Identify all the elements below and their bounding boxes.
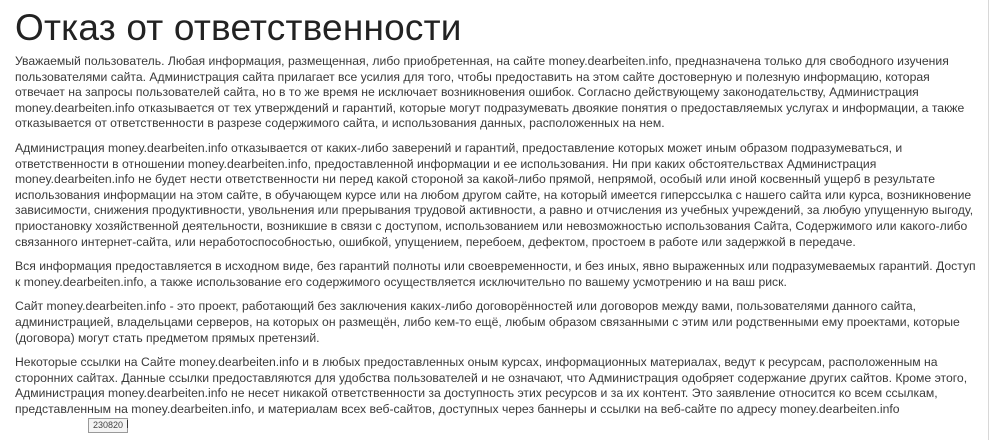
paragraph-project: Сайт money.dearbeiten.info - это проект, работающий без заключения каких-либо договорённостей или договоров между вами, пользователями данного сайта, администрацией, владельцами серверов, на которых он размещён, либо кем-то ещё, любым образом связанными с этим или родственными ему проектами, которые (договора) могут стать предметом прямых претензий.: [15, 299, 960, 345]
paragraph-intro: Уважаемый пользователь. Любая информация, размещенная, либо приобретенная, на сайте money.dearbeiten.info, предназначена только для свободного изучения пользователями сайта. Администрация сайта прилагает все усилия для того, чтобы предоставить на этом сайте достоверную и полезную информацию, которая отвечает на запросы пользователей сайта, но в то же время не исключает возникновения ошибок. Согласно действующему законодательству, Администрация money.dearbeiten.info отказывается от тех утверждений и гарантий, которые могут подразумевать двоякие понятия о предоставляемых услугах и информации, а также отказывается от ответственности в разрезе содержимого сайта, и использования данных, расположенных на нем.: [15, 54, 965, 131]
paragraph-links: Некоторые ссылки на Сайте money.dearbeiten.info и в любых предоставленных оным курсах, информационных материалах, ведут к ресурсам, расположенным на сторонних сайтах. Данные ссылки предоставляются для удобства пользователей и не означают, что Администрация одобряет содержание других сайтов. Кроме этого, Администрация money.dearbeiten.info не несет никакой ответственности за доступность этих ресурсов и за их контент. Это заявление относится ко всем ссылкам, представленным на money.dearbeiten.info, и материалам всех веб-сайтов, доступных через баннеры и ссылки на веб-сайте по адресу money.dearbeiten.info: [15, 355, 968, 416]
page-title: Отказ от ответственности: [15, 7, 462, 48]
paragraph-liability: Администрация money.dearbeiten.info отказывается от каких-либо заверений и гарантий, предоставление которых может иным образом подразумеваться, и ответственности в отношении money.dearbeiten.info, предоставленной информации и ее использования. Ни при каких обстоятельствах Администрация money.dearbeiten.info не будет нести ответственности ни перед какой стороной за какой-либо прямой, непрямой, особый или иной косвенный ущерб в результате использования информации на этом сайте, в обучающем курсе или на любом другом сайте, на который имеется гиперссылка с нашего сайта или курса, возникновение зависимости, снижения продуктивности, увольнения или прерывания трудовой активности, а равно и отчисления из учебных учреждений, за любую упущенную выгоду, приостановку хозяйственной деятельности, возникшие в связи с доступом, использованием или невозможностью использования Сайта, Содержимого или какого-либо связанного интернет-сайта, или неработоспособностью, ошибкой, упущением, перебоем, дефектом, простоем в работе или задержкой в передаче.: [15, 140, 974, 249]
disclaimer-page: [15, 6, 977, 426]
paragraph-as-is: Вся информация предоставляется в исходном виде, без гарантий полноты или своевременности, и без иных, явно выраженных или подразумеваемых гарантий. Доступ к money.dearbeiten.info, а также использование его содержимого осуществляется исключительно по вашему усмотрению и на ваш риск.: [15, 259, 976, 289]
visit-counter-badge[interactable]: 230820: [88, 418, 128, 433]
text-cursor-icon: [127, 420, 128, 428]
